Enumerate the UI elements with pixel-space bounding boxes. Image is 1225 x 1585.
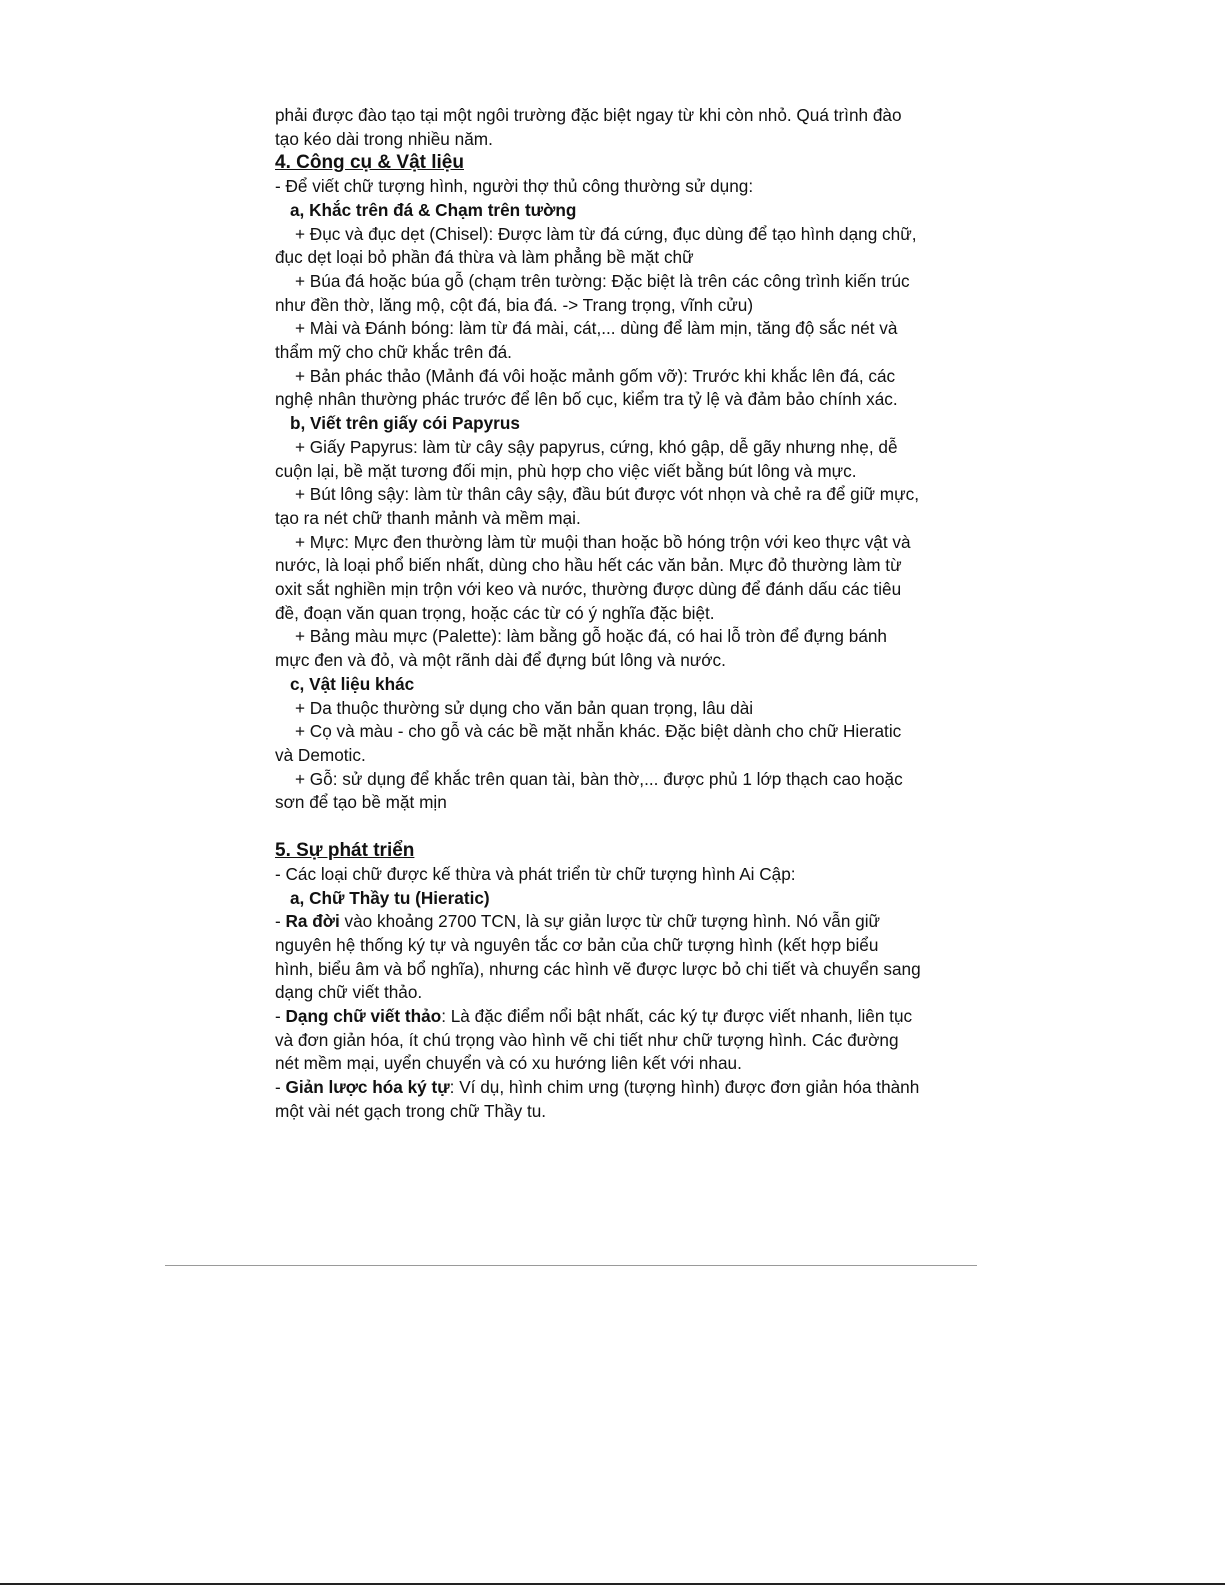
bullet-dash: - [275, 911, 286, 932]
section-4-heading: 4. Công cụ & Vật liệu [275, 152, 464, 174]
paragraph-text: : Ví dụ, hình chim ưng (tượng hình) được đơn giản hóa thành [449, 1077, 920, 1098]
section-5a-paragraph-2-first-line [275, 1005, 955, 1029]
bold-term: Dạng chữ viết thảo [285, 1006, 442, 1027]
section-5a-paragraph-1-line: dạng chữ viết thảo. [275, 982, 423, 1003]
section-4c-line: và Demotic. [275, 744, 366, 765]
section-4b-line: oxit sắt nghiền mịn trộn với keo và nước, thường được dùng để đánh dấu các tiêu [275, 579, 902, 600]
section-4b-line: + Mực: Mực đen thường làm từ muội than hoặc bồ hóng trộn với keo thực vật và [295, 531, 911, 552]
section-4b-line: mực đen và đỏ, và một rãnh dài để đựng bút lông và nước. [275, 650, 726, 671]
section-5a-paragraph-3-line: một vài nét gạch trong chữ Thầy tu. [275, 1100, 547, 1121]
section-5a-paragraph-1-first-line [275, 910, 955, 934]
section-4a-title: a, Khắc trên đá & Chạm trên tường [290, 199, 577, 220]
section-5-heading: 5. Sự phát triển [275, 840, 415, 862]
section-5a-paragraph-1-line: hình, biểu âm và bổ nghĩa), nhưng các hình vẽ được lược bỏ chi tiết và chuyển sang [275, 958, 921, 979]
section-4b-line: cuộn lại, bề mặt tương đối mịn, phù hợp cho việc viết bằng bút lông và mực. [275, 460, 857, 481]
section-4b-title: b, Viết trên giấy cói Papyrus [290, 413, 520, 434]
bullet-dash: - [275, 1006, 286, 1027]
section-4c-line: sơn để tạo bề mặt mịn [275, 792, 447, 813]
section-4b-line: + Giấy Papyrus: làm từ cây sậy papyrus, cứng, khó gập, dễ gãy nhưng nhẹ, dễ [295, 436, 898, 457]
section-5a-paragraph-2-line: nét mềm mại, uyển chuyển và có xu hướng liên kết với nhau. [275, 1053, 742, 1074]
page-divider [165, 1265, 977, 1266]
section-4c-title: c, Vật liệu khác [290, 673, 415, 694]
section-4a-line: + Đục và đục dẹt (Chisel): Được làm từ đá cứng, đục dùng để tạo hình dạng chữ, [295, 223, 917, 244]
intro-line-2: tạo kéo dài trong nhiều năm. [275, 128, 493, 149]
section-4b-line: + Bảng màu mực (Palette): làm bằng gỗ hoặc đá, có hai lỗ tròn để đựng bánh [295, 626, 887, 647]
document-page [275, 104, 955, 1124]
section-4c-line: + Da thuộc thường sử dụng cho văn bản quan trọng, lâu dài [295, 697, 754, 718]
section-4a-line: đục dẹt loại bỏ phần đá thừa và làm phẳng bề mặt chữ [275, 247, 694, 268]
section-4c-line: + Gỗ: sử dụng để khắc trên quan tài, bàn thờ,... được phủ 1 lớp thạch cao hoặc [295, 768, 903, 789]
bullet-dash: - [275, 1077, 286, 1098]
section-4a-line: + Bản phác thảo (Mảnh đá vôi hoặc mảnh gốm vỡ): Trước khi khắc lên đá, các [295, 365, 896, 386]
paragraph-text: vào khoảng 2700 TCN, là sự giản lược từ chữ tượng hình. Nó vẫn giữ [339, 911, 881, 932]
bold-term: Giản lược hóa ký tự [285, 1077, 450, 1098]
section-5a-title: a, Chữ Thầy tu (Hieratic) [290, 887, 490, 908]
section-5a-paragraph-1-line: nguyên hệ thống ký tự và nguyên tắc cơ bản của chữ tượng hình (kết hợp biểu [275, 934, 879, 955]
section-spacer [275, 815, 955, 839]
section-4b-line: nước, là loại phổ biến nhất, dùng cho hầu hết các văn bản. Mực đỏ thường làm từ [275, 555, 902, 576]
section-4a-line: + Mài và Đánh bóng: làm từ đá mài, cát,... dùng để làm mịn, tăng độ sắc nét và [295, 318, 898, 339]
section-4a-line: nghệ nhân thường phác trước để lên bố cục, kiểm tra tỷ lệ và đảm bảo chính xác. [275, 389, 898, 410]
section-5-intro: - Các loại chữ được kế thừa và phát triển từ chữ tượng hình Ai Cập: [275, 863, 796, 884]
section-5a-paragraph-3-first-line [275, 1076, 955, 1100]
section-4b-line: đề, đoạn văn quan trọng, hoặc các từ có ý nghĩa đặc biệt. [275, 602, 715, 623]
bold-term: Ra đời [285, 911, 340, 932]
section-4b-line: tạo ra nét chữ thanh mảnh và mềm mại. [275, 507, 581, 528]
section-5a-paragraph-2-line: và đơn giản hóa, ít chú trọng vào hình vẽ chi tiết như chữ tượng hình. Các đường [275, 1029, 899, 1050]
section-4a-line: như đền thờ, lăng mộ, cột đá, bia đá. -> Trang trọng, vĩnh cửu) [275, 294, 754, 315]
section-4a-line: thẩm mỹ cho chữ khắc trên đá. [275, 342, 512, 363]
paragraph-text: : Là đặc điểm nổi bật nhất, các ký tự được viết nhanh, liên tục [441, 1006, 913, 1027]
section-4-intro: - Để viết chữ tượng hình, người thợ thủ công thường sử dụng: [275, 176, 754, 197]
section-4c-line: + Cọ và màu - cho gỗ và các bề mặt nhẵn khác. Đặc biệt dành cho chữ Hieratic [295, 721, 902, 742]
intro-line-1: phải được đào tạo tại một ngôi trường đặc biệt ngay từ khi còn nhỏ. Quá trình đào [275, 105, 902, 125]
section-4a-line: + Búa đá hoặc búa gỗ (chạm trên tường: Đặc biệt là trên các công trình kiến trúc [295, 270, 910, 291]
section-4b-line: + Bút lông sậy: làm từ thân cây sậy, đầu bút được vót nhọn và chẻ ra để giữ mực, [295, 484, 920, 505]
